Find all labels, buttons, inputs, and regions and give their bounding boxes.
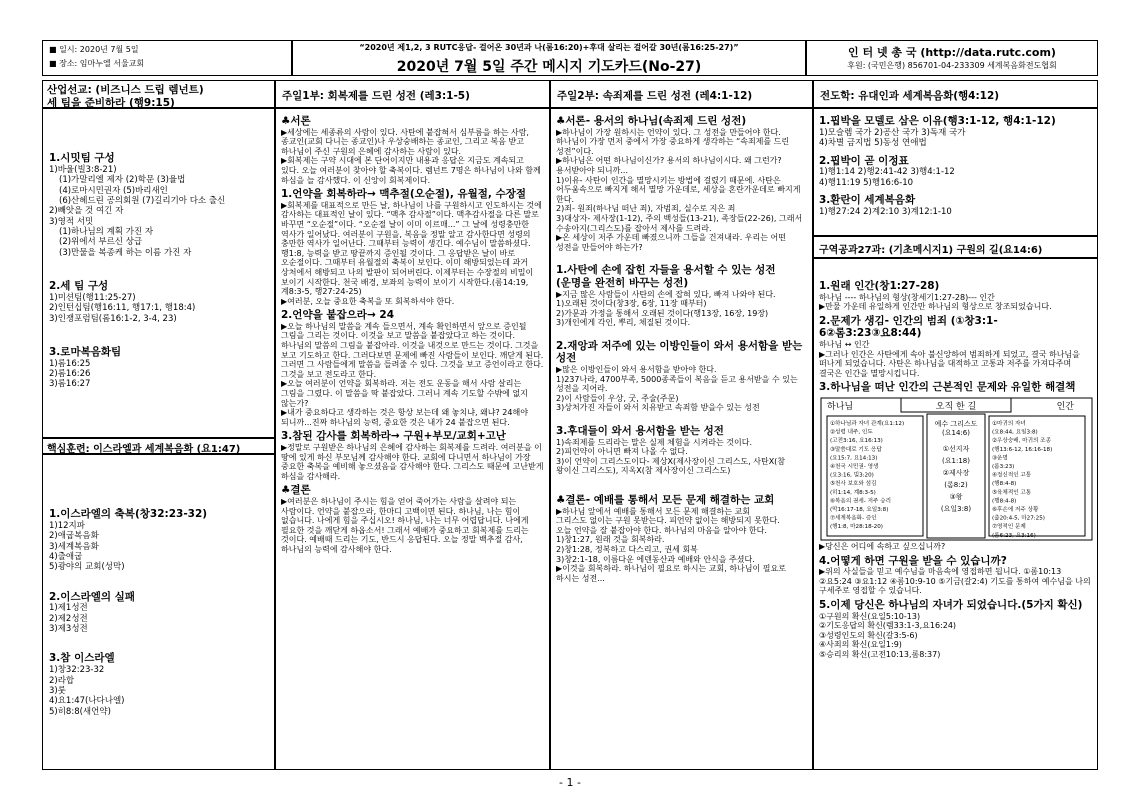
col4-a1: 1.원래 인간(창1:27-28) (819, 280, 940, 292)
list-item: (4)로마시민권자 (5)바리새인 (59, 185, 168, 196)
col3-concl: ♣결론- 예배를 통해서 모든 문제 해결하는 교회 (556, 494, 775, 506)
col4-s1-lines (819, 128, 1092, 149)
col4-header (813, 80, 1098, 108)
diagram-road: 오직 한 길 (935, 401, 977, 412)
col4-a5-lines (819, 612, 1092, 660)
col3-title: 주일2부: 속죄제를 드린 성전 (레4:1-12) (557, 90, 753, 102)
list-item: 오늘 언약을 잘 붙잡아야 한다. 하나님의 마음을 알아야 한다. (556, 525, 767, 535)
list-item: 1)바울(빌3:8-21) (49, 164, 117, 175)
diagram-label: ①선지자 (942, 444, 970, 453)
diagram-label: ①하나님과 자녀 관계(요1:12) (830, 420, 905, 427)
col1-sec2-lines (49, 293, 268, 324)
list-item: 2)피언약이 아니면 빠져 나올 수 없다. (556, 447, 688, 457)
col2-p2: ▶회복제는 구약 시대에 본 단어이지만 내용과 응답은 지금도 계속되고 있다. 오늘 여러분이 찾아야 할 축복이다. 렘넌트 7명은 하나님이 나와 함께 하심을 늘 감사했다. 이 신앙이 회복제이다. (281, 156, 541, 185)
list-item: ②기도응답의 확신(렘33:1-3,요16:24) (819, 621, 957, 631)
list-item: 3)개인에게 각인, 뿌리, 체질된 것이다. (556, 318, 691, 328)
list-item: 1)창1:27, 원래 것을 회복하라. (556, 535, 665, 545)
col4-s2-lines (819, 167, 1092, 188)
list-item: 2)창1:28, 정복하고 다스리고, 권세 회복 (556, 544, 698, 554)
diagram-label: (행1:8, 마28:18-20) (830, 524, 883, 531)
col4-a4: 4.어떻게 하면 구원을 받을 수 있습니까? (819, 554, 1007, 567)
diagram-label: ⑤천사 보호와 섬김 (830, 481, 877, 488)
list-item: 2)인턴십팀(행16:11, 행17:1, 행18:4) (49, 303, 196, 314)
diagram-label: ④천국 시민권- 영생 (830, 463, 879, 470)
col4-s2: 2.핍박이 곧 이정표 (819, 154, 909, 167)
list-item: 2)가문과 가정을 통해서 오래된 것이다(행13장, 16장, 19장) (556, 308, 769, 318)
col2-s1: 1.언약을 회복하라→ 맥추절(오순절), 유월절, 수장절 (281, 188, 527, 201)
col1-s3-lines (49, 665, 268, 717)
list-item: ▶지금 많은 사람들이 사탄의 손에 잡혀 있다, 빠져 나와야 된다. (556, 289, 776, 299)
list-item: ④사죄의 확신(요일1:9) (819, 640, 902, 650)
list-item: 하나님 ---- 하나님의 형상(창세기1:27-28)--- 인간 (819, 292, 995, 302)
col4-body (813, 108, 1098, 236)
col3-header (550, 80, 813, 108)
col1-sec1-lines (49, 165, 268, 258)
list-item: 1)12지파 (49, 520, 85, 531)
col1-sec3: 3.로마복음화팀 (49, 345, 122, 358)
list-item: (1)가말리엘 제자 (2)학문 (3)율법 (59, 175, 186, 186)
col1-title: 산업선교: (비즈니스 드립 렘넌트) (47, 84, 204, 96)
col2-p1: ▶세상에는 세종류의 사람이 있다. 사탄에 붙잡혀서 심부름을 하는 사람, 종교인(교회 다니는 종교인)나 우상숭배하는 종교인, 그리고 복음 받고 하나님이 주신 구원의 은혜에 감사하는 사람이 있다. (281, 127, 529, 156)
list-item: 2)빼앗을 것 여긴 자 (49, 206, 124, 217)
list-item: 1)행27:24 2)계2:10 3)계12:1-10 (819, 206, 952, 217)
header-title-box (292, 40, 806, 76)
list-item: 1)미션팀(행11:25-27) (49, 292, 136, 303)
list-item: (2)위에서 부르신 상급 (59, 237, 143, 248)
col2-s2-text3: ▶내가 중요하다고 생각하는 것은 항상 보는데 왜 놓치냐, 왜냐? 24해야 되니까...진짜 하나님의 능력, 중요한 것은 내가 24 붙잡으면 된다. (281, 408, 528, 427)
list-item: 1)제1성전 (49, 603, 88, 614)
diagram-label: (요일3:8) (940, 504, 972, 513)
diagram-label: ⑤육체적인 고통 (992, 489, 1032, 496)
diagram-human: 인간 (1056, 401, 1074, 412)
list-item: 4)요1:47(나다나엘) (49, 696, 125, 707)
col4-body2 (813, 258, 1098, 770)
account-info: 후원: (국민은행) 856701-04-233309 세계복음화전도협회 (847, 61, 1057, 70)
col3-s2: 2.재앙과 저주에 있는 이방인들이 와서 용서함을 받는 성전 (556, 339, 803, 365)
list-item: ▶그러나 인간은 사탄에게 속아 불신앙하여 범죄하게 되었고, 결국 하나님을 떠나게 되었습니다. 사탄은 하나님을 대적하고 고통과 저주를 가져다주며 결국은 인간을 멸망시킵니다. (819, 349, 1080, 378)
header-site-box (806, 40, 1098, 76)
list-item: 2)제2성전 (49, 613, 88, 624)
diagram-label: ⑥복음의 권세- 저주 승리 (830, 498, 891, 505)
list-item: 1)롬16:25 (49, 358, 91, 369)
col3-p5: 3)대상자- 제사장(1-12), 주의 백성들(13-21), 족장들(22-26), 그래서 수송아지(그리스도)를 잡아서 제사를 드려라. (556, 213, 803, 233)
list-item: 3)룻 (49, 685, 66, 696)
col1-body2 (42, 454, 275, 770)
diagram-label: (행8:4-8) (992, 481, 1017, 488)
diagram-god: 하나님 (827, 401, 854, 412)
col4-header2 (813, 236, 1098, 258)
col2-s2: 2.언약을 붙잡으라→ 24 (281, 309, 395, 322)
list-item: 3)롬16:27 (49, 379, 91, 390)
col1-s1: 1.이스라엘의 축복(창32:23-32) (49, 508, 208, 520)
list-item: 2)롬16:26 (49, 369, 91, 380)
col3-concl-lines (556, 507, 807, 584)
col2-concl: ♣결론 (281, 484, 311, 497)
col3-p4: 2)죄- 원죄(하나님 떠난 죄), 자범죄, 실수로 지은 죄 (556, 204, 736, 214)
col1-header (42, 80, 275, 108)
col2-title: 주일1부: 회복제를 드린 성전 (레3:1-5) (282, 90, 470, 102)
col3-p6: ▶온 세상이 저주 가운데 빠졌으니까 그들을 건져내라. 우리는 어떤 성전을 만들어야 하는가? (556, 233, 786, 252)
list-item: ▶하나님 앞에서 예배를 통해서 모든 문제 해결하는 교회 (556, 506, 750, 516)
diagram-label: (요15:7, 요14:13) (830, 455, 878, 462)
diagram-jesus-ref: (요14:6) (942, 428, 970, 437)
page-number: - 1 - (559, 776, 581, 789)
list-item: 2)이 사람들이 우상, 굿, 주술(주문) (556, 393, 679, 403)
diagram-label: ③말씀대로 기도 응답 (830, 446, 882, 453)
col3-p2: ▶하나님은 어떤 하나님이신가? 용서의 하나님이시다. 왜 그런가? 용서받아야 되니까... (556, 156, 782, 175)
col3-s2-lines (556, 365, 807, 413)
diagram-label: (출20:4-5, 마27:25) (992, 515, 1045, 522)
col2-s3: 3.참된 감사를 회복하라→ 구원+부모/교회+고난 (281, 430, 506, 443)
col1-header2 (42, 438, 275, 454)
col4-a3-tail: ▶당신은 어디에 속하고 싶으십니까? (819, 541, 946, 551)
diagram-label: (요3:16, 빌3:20) (830, 472, 874, 479)
list-item: 4)행11:19 5)행16:6-10 (819, 177, 914, 188)
col1-sec1: 1.시밋팀 구성 (49, 152, 115, 164)
site-url[interactable]: 인 터 넷 총 국 (http://data.rutc.com) (848, 46, 1056, 59)
diagram-label: ①마귀의 자녀 (992, 420, 1026, 427)
diagram-label: (행8:4-8) (992, 498, 1017, 505)
list-item: 3)제3성전 (49, 624, 88, 635)
col2-body (275, 108, 550, 770)
list-item: (6)산헤드린 공의회원 (7)길리기아 다소 출신 (59, 195, 226, 206)
col4-title2: 구역공과27과: (기초메시지1) 구원의 길(요14:6) (819, 245, 1043, 256)
col2-s3-text: ▶정말로 구원받은 하나님의 은혜에 감사하는 회복제를 드려라. 여러분을 이 땅에 있게 하신 부모님께 감사해야 한다. 교회에 다니면서 하나님이 가장 중요한 축복을 예비해 놓으셨음을 감사해야 한다. 그리스도 때문에 고난받게 하심을 감사해라. (281, 443, 544, 481)
col1-body (42, 108, 275, 438)
diagram-label: ③운명 (992, 455, 1008, 462)
col4-a3: 3.하나님을 떠난 인간의 근본적인 문제와 유일한 해결책 (819, 381, 1076, 394)
col3-body (550, 108, 813, 770)
col3-p3: 1)이유- 사탄이 인간을 멸망시키는 방법에 걸렸기 때문에. 사탄은 어두움속으로 빠지게 해서 멸망 가운데로, 세상을 혼란가운데로 빠지게 한다. (556, 175, 801, 204)
diagram-label: (롬8:2) (944, 480, 968, 489)
list-item: ▶위의 사실들을 믿고 예수님을 마음속에 영접하면 됩니다. ①롬10:13 ②요5:24 ③요1:12 ④롬10:9-10 ⑤기금(갈2:4) 기도를 통하여 예수님을 나의 구세주로 영접할 수 있습니다. (819, 567, 1091, 596)
diagram-label: (행13:6-12, 16:16-18) (992, 446, 1053, 453)
list-item: 그리스도 없이는 구원 못받는다. 피언약 없이는 해방되지 못한다. (556, 516, 780, 526)
page-title: 2020년 7월 5일 주간 메시지 기도카드(No-27) (396, 59, 702, 75)
diagram-label: ⑥후손에 저주 상황 (992, 506, 1039, 513)
list-item: 1)속죄제를 드리라는 말은 실제 체험을 시켜라는 것이다. (556, 437, 753, 447)
list-item: 4)차별 금지법 5)동성 연애법 (819, 138, 927, 149)
header-subtitle: “2020년 제1,2, 3 RUTC응답- 걸어온 30년과 나(롬16:20)+후대 살리는 걸어갈 30년(롬16:25-27)” (359, 43, 739, 52)
list-item: 하나님 ↔ 인간 (819, 339, 870, 349)
col4-s3-lines (819, 207, 1092, 217)
col4-a1-lines (819, 293, 1092, 312)
list-item: 5)히8:8(새언약) (49, 706, 111, 717)
list-item: 5)광야의 교회(성막) (49, 562, 125, 573)
col4-a4-lines (819, 567, 1092, 596)
diagram-label: ③왕 (949, 492, 963, 501)
diagram-label: (고전3:16, 요16:13) (830, 438, 883, 445)
diagram-jesus: 예수 그리스도 (934, 419, 978, 428)
diagram-label: ②성령 내주, 인도 (830, 429, 873, 436)
diagram-label: ⑦세계복음화- 증인 (830, 515, 877, 522)
col2-concl-text: ▶여러분은 하나님이 주시는 힘을 얻어 죽어가는 사람을 살려야 되는 사람이다. 언약을 붙잡으라, 한마디 고백이면 된다. 하나님, 나는 힘이 없습니다. 나에게 힘을 주십시오! 하나님, 나는 너무 어렵답니다. 나에게 필요한 것을 깨닫게 하옵소서! 그래서 예배가 중요하고 회복제를 드리는 것이다. 예배때 드리는 기도, 반드시 응답된다. 오늘 정말 백추절 감사, 하나님의 능력에 감사해야 한다. (281, 496, 529, 554)
col4-s1: 1.핍박을 모델로 삼은 이유(행3:1-12, 행4:1-12) (819, 115, 1056, 127)
list-item: 4)출애굽 (49, 551, 83, 562)
list-item: ③성령인도의 확신(갈3:5-6) (819, 630, 918, 640)
col1-subtitle: 세 팀을 준비하라 (행9:15) (47, 97, 175, 109)
col2-s1-text2: ▶여러분, 오늘 중요한 축복을 또 회복하셔야 한다. (281, 296, 455, 306)
col3-p1: ▶하나님이 가장 원하시는 언약이 있다. 그 성전을 만들어야 한다. 하나님이 가장 먼저 중에서 가장 중요하게 생각하는 “속죄제를 드린 성전”이다. (556, 127, 790, 156)
list-item: ▶만물 가운데 유일하게 인간만 하나님의 형상으로 창조되었습니다. (819, 302, 1052, 312)
list-item: 3)인쟁포럼팀(롬16:1-2, 3-4, 23) (49, 313, 177, 324)
list-item: 1)오래된 것이다(창3장, 6장, 11장 때부터) (556, 299, 707, 309)
diagram-label: ④정신적인 고통 (992, 472, 1032, 479)
col2-s1-text: ▶회복제를 대표적으로 만든 날, 하나님이 나를 구원하시고 인도하시는 것에 감사하는 대표적인 날이 있다. “맥추 감사절”이다. 맥추감사절을 다른 말로 바꾸면 “오순절”이다. “오순절 날이 이미 이르매...” 그 날에 성령충만한 역사가 일어났다. 여러분이 구원을, 복음을 정말 알고 감사한다면 성령의 충만한 역사가 일어난다. 그때부터 능력이 생긴다. 예수님이 말씀하셨다. 행1:8, 능력을 받고 땅끝까지 증인될 것이다. 그 응답받은 날이 바로 오순절이다. 그때부터 유월절의 축복이 보인다. 이미 해방되었는데 과거 상처에서 해방되고 나의 발판이 되어버린다. 이제부터는 수장절의 비밀이 보이기 시작한다. 천국 배경, 보좌의 능력이 보이기 시작한다.(롬14:19, 계8:3-5, 행27:24-25) (281, 200, 542, 297)
salvation-diagram (819, 396, 1094, 542)
list-item: ①구원의 확신(요일5:10-13) (819, 611, 921, 621)
col4-a2-lines (819, 340, 1092, 378)
list-item: 3)상처가진 자들이 와서 치유받고 속죄함 받을수 있는 성전 (556, 403, 760, 413)
header-date: ■ 일시: 2020년 7월 5일 (49, 45, 139, 54)
header-info-box (42, 40, 292, 76)
diagram-label: ②제사장 (942, 468, 970, 477)
diagram-label: ⑦영적인 문제 (992, 524, 1026, 531)
col1-s3: 3.참 이스라엘 (49, 652, 115, 665)
diagram-label: ②우상숭배, 마귀의 조종 (992, 438, 1051, 445)
col1-title2: 핵심훈련: 이스라엘과 세계복음화 (요1:47) (47, 444, 241, 455)
col4-s3: 3.환란이 세계복음화 (819, 194, 916, 207)
col2-intro: ♣서론 (281, 115, 311, 127)
list-item: (3)만물을 복종케 하는 이름 가진 자 (59, 247, 192, 258)
list-item: 3)이 언약이 그리스도이다- 제상X(제사장이신 그리스도, 사탄X(참 왕이신 그리스도), 지옥X(참 제사장이신 그리스도) (556, 456, 786, 476)
col2-s2-text: ▶오늘 하나님의 말씀을 계속 들으면서, 계속 확인하면서 앞으로 증인될 그림을 그리는 것이다. 이것을 보고 말씀을 붙잡았다고 하는 것이다. 하나님의 말씀의 그림을 붙잡아라. 이것을 내것으로 만드는 것이다. 그것을 보고 기도하고 한다. 그러다보면 문제에 빠진 사람들이 보인다. 깨닫게 된다. 그러면 그 사람들에게 말씀을 들려줄 수 있다. 그것을 보고 증언이라고 한다. 그것을 보고 전도라고 한다. (281, 321, 544, 379)
list-item: 1)모슬렘 국가 2)공산 국가 3)독재 국가 (819, 127, 966, 138)
list-item: (1)하나님의 계획 가진 자 (59, 226, 154, 237)
list-item: 3)창2:1-18, 이름다운 에덴동산과 예배와 안식을 주셨다. (556, 554, 755, 564)
list-item: ▶이것을 회복하라. 하나님이 필요로 하시는 교회, 하나님이 필요로 하시는 성전... (556, 564, 786, 583)
col4-a5: 5.이제 당신은 하나님의 자녀가 되었습니다.(5가지 확신) (819, 598, 1083, 611)
col3-s3: 3.후대들이 와서 용서함을 받는 성전 (556, 425, 724, 438)
list-item: ⑤승리의 확신(고전10:13,롬8:37) (819, 649, 941, 659)
col3-intro: ♣서론- 용서의 하나님(속죄제 드린 성전) (556, 115, 747, 127)
list-item: 2)애굽복음화 (49, 531, 99, 542)
list-item: 1)237나라, 4700부족, 5000종족들이 복음을 듣고 용서받을 수 있는 성전을 지어라. (556, 374, 798, 394)
diagram-label: (히1:14, 계8:3-5) (830, 489, 876, 496)
list-item: ▶많은 이방인들이 와서 용서함을 받아야 한다. (556, 365, 717, 375)
col1-sec2: 2.세 팀 구성 (49, 280, 109, 293)
header-place: ■ 장소: 임마누엘 서울교회 (49, 59, 145, 68)
list-item: 2)라합 (49, 675, 75, 686)
diagram-label: (요1:18) (942, 456, 970, 465)
col1-s1-lines (49, 521, 268, 573)
col2-header (275, 80, 550, 108)
list-item: 1)행1:14 2)행2:41-42 3)행4:1-12 (819, 167, 955, 178)
col2-s2-text2: ▶오늘 여러분이 언약을 회복하라. 저는 전도 운동을 해서 사람 살리는 그림을 그렸다. 이 말씀을 딱 붙잡았다. 그러니 계속 기도할 수밖에 없지 않는가? (281, 379, 528, 408)
list-item: 1)창32:23-32 (49, 665, 105, 676)
diagram-label: (롬6:23, 요3:16) (992, 532, 1036, 539)
col3-s3-lines (556, 438, 807, 476)
col4-title: 전도학: 유대인과 세계복음화(행4:12) (820, 90, 1000, 102)
col1-sec3-lines (49, 359, 268, 390)
col4-a2: 2.문제가 생김- 인간의 범죄 (①창3:1-6②롬3:23③요8:44) (819, 314, 998, 340)
list-item: 3)영적 서밋 (49, 216, 94, 227)
diagram-label: (롬3:23) (992, 463, 1015, 470)
diagram-label: (요8:44, 요일3:8) (992, 429, 1038, 436)
col3-s1-lines (556, 290, 807, 328)
col1-s2: 2.이스라엘의 실패 (49, 590, 135, 603)
col3-s1: 1.사탄에 손에 잡힌 자들을 용서할 수 있는 성전(운명을 완전히 바꾸는 성전) (556, 264, 776, 289)
col1-s2-lines (49, 603, 268, 634)
diagram-label: (막16:17-18, 요일3:8) (830, 506, 889, 513)
list-item: 3)세계복음화 (49, 541, 99, 552)
